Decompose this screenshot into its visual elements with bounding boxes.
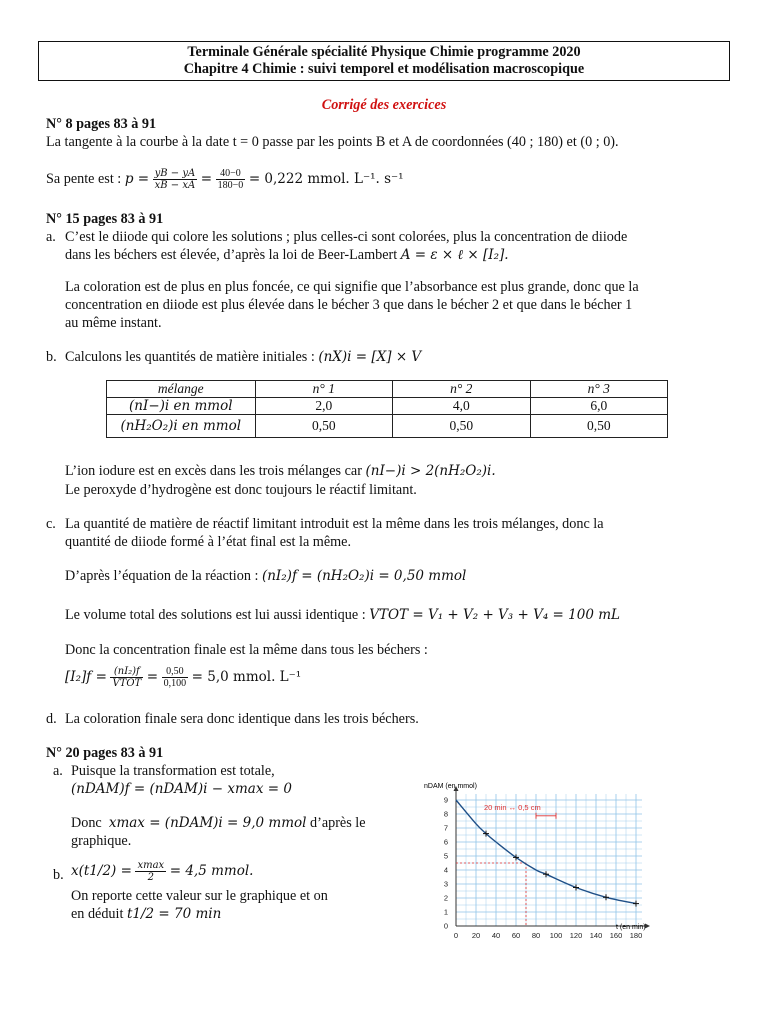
y-tick-label: 6 (443, 837, 448, 847)
ex20-b-line3-text: en déduit (71, 906, 124, 922)
scale-annotation-text: 20 min ↔ 0,5 cm (484, 802, 541, 812)
ex20-b-rhs: = 4,5 mmol. (169, 863, 254, 879)
x-tick-label: 100 (549, 931, 563, 940)
table-cell: 6,0 (530, 398, 668, 415)
ex15-c-eq-text: D’après l’équation de la réaction : (65, 568, 259, 584)
y-tick-label: 3 (443, 879, 448, 889)
table-header-cell: n° 3 (530, 381, 668, 398)
x-tick-label: 160 (609, 931, 623, 940)
y-tick-label: 8 (443, 809, 448, 819)
ex15-a-p2-line2: concentration en diiode est plus élevée dans le bécher 3 que dans le bécher 2 et que dans le bécher 1 (65, 297, 633, 313)
table-row-label: (nI−)i en mmol (107, 398, 256, 415)
ex8-heading: N° 8 pages 83 à 91 (46, 116, 157, 132)
ex15-c-vol-text: Le volume total des solutions est lui aussi identique : (65, 607, 366, 623)
ex15-c-eq (65, 567, 466, 585)
ex8-frac2-den: 180−0 (217, 179, 244, 191)
ex15-a-label: a. (46, 229, 56, 245)
y-tick-label: 7 (443, 823, 448, 833)
y-tick-label: 2 (443, 893, 448, 903)
table-row-label: (nH₂O₂)i en mmol (107, 415, 256, 438)
ex15-c-conc-frac2 (162, 666, 189, 689)
ex15-c-vol (65, 606, 620, 624)
ex15-c-conc-eq: = (146, 669, 159, 685)
ex15-c-conc-frac1 (110, 666, 143, 689)
table-header-cell: mélange (107, 381, 256, 398)
chart-grid (456, 794, 642, 926)
ex8-slope-p: p = (124, 171, 150, 187)
ex20-a-donc (71, 814, 366, 832)
ex15-a-p2-line3: au même instant. (65, 315, 162, 331)
ex15-c-frac1-num: (nI₂)f (110, 666, 143, 678)
y-tick-label: 4 (443, 865, 448, 875)
ex20-b-line2: On reporte cette valeur sur le graphique et on (71, 888, 328, 904)
x-tick-label: 60 (511, 931, 521, 940)
ex8-slope-result: = 0,222 mmol. L⁻¹. s⁻¹ (248, 171, 404, 187)
ex8-line1: La tangente à la courbe à la date t = 0 passe par les points B et A de coordonnées (40 ; 180) et (0 ; 0). (46, 134, 619, 150)
ex15-d-label: d. (46, 711, 57, 727)
x-tick-label: 140 (589, 931, 603, 940)
table-cell: 0,50 (393, 415, 530, 438)
chart-x-axis-label: t (en min) (616, 924, 646, 931)
x-tick-label: 180 (629, 931, 643, 940)
ex15-c-frac2-den: 0,100 (163, 677, 187, 689)
y-tick-label: 0 (443, 921, 448, 931)
ex15-c-conc (65, 659, 301, 695)
ex15-a-line2 (65, 246, 509, 264)
y-tick-label: 9 (443, 795, 448, 805)
ex15-a-line1: C’est le diiode qui colore les solutions ; plus celles-ci sont colorées, plus la concentration de diiode (65, 229, 628, 245)
ex15-a-p2-line1: La coloration est de plus en plus foncée, ce qui signifie que l’absorbance est plus grande, donc que la (65, 279, 639, 295)
ex8-frac1-den: xB − xA (154, 179, 196, 191)
ex20-b-eq (71, 856, 253, 886)
ex20-b-frac-num: xmax (137, 859, 165, 871)
ex20-a-label: a. (53, 763, 63, 779)
y-tick-label: 1 (443, 907, 448, 917)
x-tick-label: 20 (471, 931, 481, 940)
header-line-1: Terminale Générale spécialité Physique Chimie programme 2020 (187, 44, 581, 60)
ex20-b-label: b. (53, 867, 64, 883)
ex15-b-after2: Le peroxyde d’hydrogène est donc toujours le réactif limitant. (65, 482, 417, 498)
ex15-heading: N° 15 pages 83 à 91 (46, 211, 164, 227)
x-tick-label: 80 (531, 931, 541, 940)
ex15-c-conc-result: = 5,0 mmol. L⁻¹ (191, 669, 302, 685)
ex20-a-donc-text: Donc (71, 815, 102, 831)
ex15-c-eq-math: (nI₂)f = (nH₂O₂)i = 0,50 mmol (261, 568, 467, 584)
ex8-slope-eq: = (200, 171, 213, 187)
table-cell: 4,0 (393, 398, 530, 415)
chart-ticks (444, 796, 642, 941)
ex15-c-vol-math: VTOT = V₁ + V₂ + V₃ + V₄ = 100 mL (369, 607, 620, 623)
table-header-row (107, 381, 668, 398)
ex20-a-math1: (nDAM)f = (nDAM)i − xmax = 0 (71, 781, 292, 797)
ex20-b-frac (135, 860, 166, 883)
ex8-slope-label: Sa pente est : (46, 171, 122, 187)
table-cell: 0,50 (255, 415, 392, 438)
ex15-b-after1 (65, 462, 496, 480)
x-tick-label: 40 (491, 931, 501, 940)
ex15-b-after1-text: L’ion iodure est en excès dans les trois mélanges car (65, 463, 362, 479)
ex20-b-line3-math: t1/2 = 70 min (126, 906, 222, 922)
ex15-c-line2: quantité de diiode formé à l’état final est la même. (65, 534, 352, 550)
chart-half-life-guide (456, 863, 526, 926)
table-row (107, 415, 668, 438)
x-axis-arrow (645, 924, 650, 929)
chart-y-axis-label: nDAM (en mmol) (424, 783, 477, 790)
ex8-frac2-num: 40−0 (216, 168, 246, 180)
ex15-a-line2-text: dans les béchers est élevée, d’après la loi de Beer-Lambert (65, 247, 398, 263)
ex20-a-donc-rest: d’après le (310, 815, 366, 831)
x-tick-label: 120 (569, 931, 583, 940)
table-cell: 0,50 (530, 415, 668, 438)
ex20-b-frac-den: 2 (147, 871, 154, 883)
ex15-c-label: c. (46, 516, 56, 532)
ex15-c-line1: La quantité de matière de réactif limitant introduit est la même dans les trois mélanges, donc la (65, 516, 604, 532)
chart-scale-annotation (484, 803, 556, 819)
ex15-c-conc-text: Donc la concentration finale est la même dans tous les béchers : (65, 642, 428, 658)
ex15-a-line2-math: A = ε × ℓ × [I₂]. (400, 247, 509, 263)
ex20-b-line3 (71, 905, 221, 923)
ex15-d-text: La coloration finale sera donc identique dans les trois béchers. (65, 711, 419, 727)
ex8-frac1-num: yB − yA (154, 167, 196, 179)
ex15-b-text: Calculons les quantités de matière initiales : (65, 349, 315, 365)
ex20-b-lhs: x(t1/2) = (71, 863, 132, 879)
ex15-c-frac2-num: 0,50 (162, 666, 189, 678)
ex8-slope (46, 162, 404, 196)
ex20-a-donc-line2: graphique. (71, 833, 132, 849)
table-cell: 2,0 (255, 398, 392, 415)
ex8-slope-frac1 (153, 168, 198, 191)
ex15-b-after1-math: (nI−)i > 2(nH₂O₂)i. (365, 463, 496, 479)
table-row (107, 398, 668, 415)
ex20-a-line1: Puisque la transformation est totale, (71, 763, 275, 779)
page-title: Corrigé des exercices (321, 97, 447, 113)
x-tick-label: 0 (453, 931, 459, 940)
table-header-cell: n° 1 (255, 381, 392, 398)
ex20-a-donc-math: xmax = (nDAM)i = 9,0 mmol (108, 815, 307, 831)
table-header-cell: n° 2 (393, 381, 530, 398)
ex15-c-frac1-den: VTOT (112, 677, 142, 689)
header-line-2: Chapitre 4 Chimie : suivi temporel et modélisation macroscopique (183, 61, 585, 77)
ex15-b-math: (nX)i = [X] × V (318, 349, 422, 365)
header-box (38, 41, 730, 81)
ex20-heading: N° 20 pages 83 à 91 (46, 745, 164, 761)
ex15-c-conc-lhs: [I₂]f = (65, 669, 107, 685)
ndam-chart (420, 778, 670, 948)
ex15-b-line (65, 348, 421, 366)
mixture-table (106, 380, 668, 438)
ex15-b-label: b. (46, 349, 57, 365)
y-tick-label: 5 (443, 851, 448, 861)
ex8-slope-frac2 (216, 168, 246, 191)
chart-axes (454, 786, 651, 929)
